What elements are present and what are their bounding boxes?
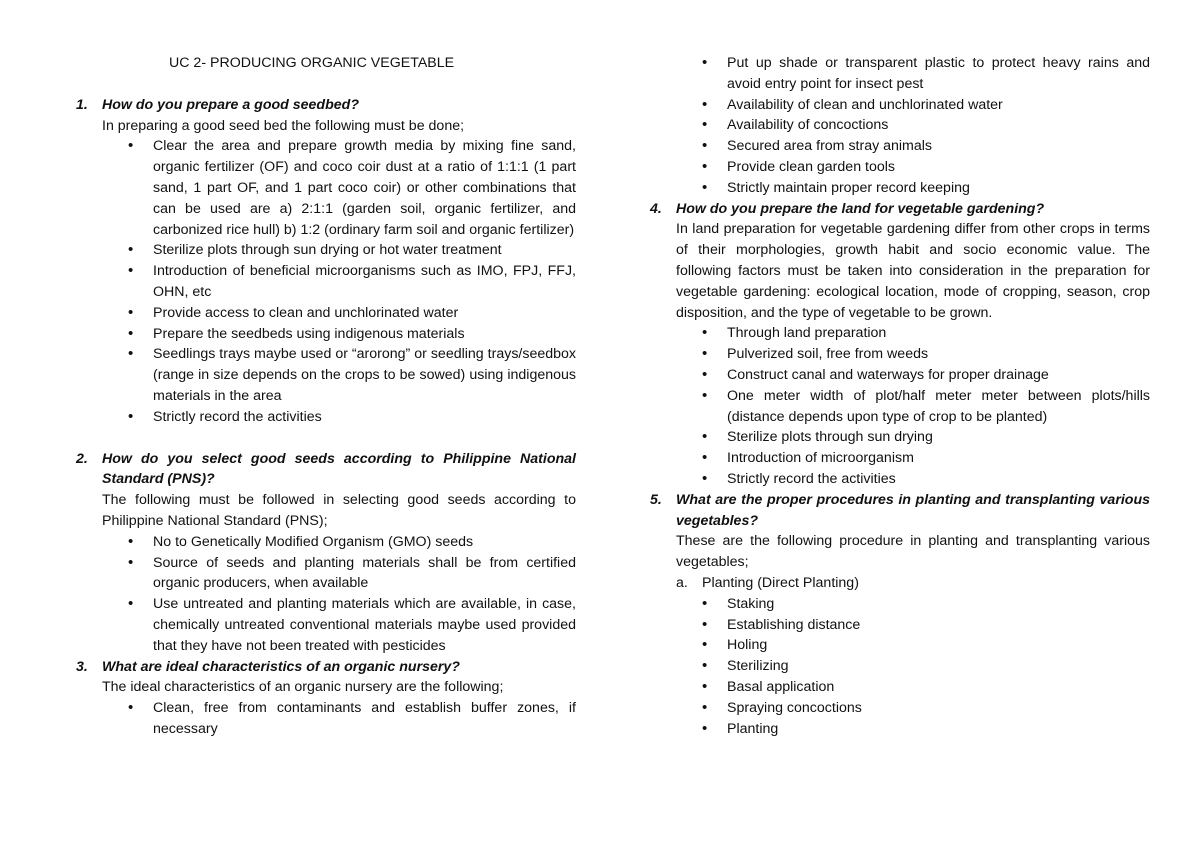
document-title: UC 2- PRODUCING ORGANIC VEGETABLE (169, 55, 455, 71)
subsection-label: a. (676, 574, 688, 591)
question-number: 2. (76, 450, 88, 467)
question-number: 1. (76, 96, 88, 113)
list-item: • Introduction of microorganism (727, 448, 1150, 469)
bullet-list (76, 136, 576, 427)
list-item: • Strictly maintain proper record keeping (727, 178, 1150, 199)
right-column (650, 53, 1150, 739)
list-item: • Pulverized soil, free from weeds (727, 344, 1150, 365)
list-item: • Establishing distance (727, 615, 1150, 636)
question-number: 4. (650, 200, 662, 217)
list-item: • Clean, free from contaminants and establish buffer zones, if necessary (153, 698, 576, 740)
list-item: • Sterilize plots through sun drying or hot water treatment (153, 240, 576, 261)
list-item: • Introduction of beneficial microorganisms such as IMO, FPJ, FFJ, OHN, etc (153, 261, 576, 303)
question-heading (76, 657, 576, 678)
list-item: • Put up shade or transparent plastic to protect heavy rains and avoid entry point for insect pest (727, 53, 1150, 95)
list-item: • Holing (727, 635, 1150, 656)
bullet-list (650, 594, 1150, 740)
question-heading (650, 199, 1150, 220)
list-item: • Seedlings trays maybe used or “arorong” or seedling trays/seedbox (range in size depends on the crops to be sowed) using indigenous materials in the area (153, 344, 576, 406)
left-column (76, 53, 576, 740)
section-intro: In land preparation for vegetable gardening differ from other crops in terms of their morphologies, growth habit and socio economic value. The following factors must be taken into consideration in the preparation for vegetable gardening: ecological location, mode of cropping, season, crop disposition, and the type of vegetable to be grown. (676, 221, 1150, 321)
bullet-list (76, 532, 576, 657)
list-item: • Basal application (727, 677, 1150, 698)
subsection-title: Planting (Direct Planting) (702, 574, 859, 591)
list-item: • One meter width of plot/half meter meter between plots/hills (distance depends upon type of crop to be planted) (727, 386, 1150, 428)
list-item: • Secured area from stray animals (727, 136, 1150, 157)
list-item: • Planting (727, 719, 1150, 740)
list-item: • Source of seeds and planting materials shall be from certified organic producers, when available (153, 553, 576, 595)
subsection-heading (650, 573, 1150, 594)
list-item: • Staking (727, 594, 1150, 615)
bullet-list (650, 53, 1150, 199)
list-item: • Use untreated and planting materials which are available, in case, chemically untreated conventional materials maybe used provided that they have not been treated with pesticides (153, 594, 576, 656)
list-item: • Through land preparation (727, 323, 1150, 344)
question-heading (650, 490, 1150, 532)
bullet-list (76, 698, 576, 740)
question-text: What are ideal characteristics of an organic nursery? (102, 658, 460, 675)
section-intro: The ideal characteristics of an organic nursery are the following; (102, 679, 504, 696)
list-item: • Strictly record the activities (153, 407, 576, 428)
list-item: • Availability of concoctions (727, 115, 1150, 136)
list-item: • Availability of clean and unchlorinated water (727, 95, 1150, 116)
list-item: • Sterilize plots through sun drying (727, 427, 1150, 448)
question-number: 3. (76, 658, 88, 675)
question-text: What are the proper procedures in planting and transplanting various vegetables? (676, 491, 1150, 529)
question-text: How do you prepare a good seedbed? (102, 96, 359, 113)
list-item: • Spraying concoctions (727, 698, 1150, 719)
list-item: • Provide clean garden tools (727, 157, 1150, 178)
question-text: How do you prepare the land for vegetable gardening? (676, 200, 1045, 217)
question-heading (76, 95, 576, 116)
list-item: • Provide access to clean and unchlorinated water (153, 303, 576, 324)
list-item: • Clear the area and prepare growth media by mixing fine sand, organic fertilizer (OF) and coco coir dust at a ratio of 1:1:1 (1 part sand, 1 part OF, and 1 part coco coir) or other combinations that can be used are a) 2:1:1 (garden soil, organic fertilizer, and carbonized rice hull) b) 1:2 (ordinary farm soil and organic fertilizer) (153, 136, 576, 240)
list-item: • No to Genetically Modified Organism (GMO) seeds (153, 532, 576, 553)
question-number: 5. (650, 491, 662, 508)
section-intro: These are the following procedure in planting and transplanting various vegetables; (676, 533, 1150, 571)
question-heading (76, 449, 576, 491)
question-text: How do you select good seeds according to Philippine National Standard (PNS)? (102, 450, 576, 488)
list-item: • Construct canal and waterways for proper drainage (727, 365, 1150, 386)
list-item: • Sterilizing (727, 656, 1150, 677)
section-intro: The following must be followed in selecting good seeds according to Philippine National Standard (PNS); (102, 492, 576, 529)
bullet-list (650, 323, 1150, 489)
section-intro: In preparing a good seed bed the following must be done; (102, 117, 465, 134)
list-item: • Prepare the seedbeds using indigenous materials (153, 324, 576, 345)
list-item: • Strictly record the activities (727, 469, 1150, 490)
